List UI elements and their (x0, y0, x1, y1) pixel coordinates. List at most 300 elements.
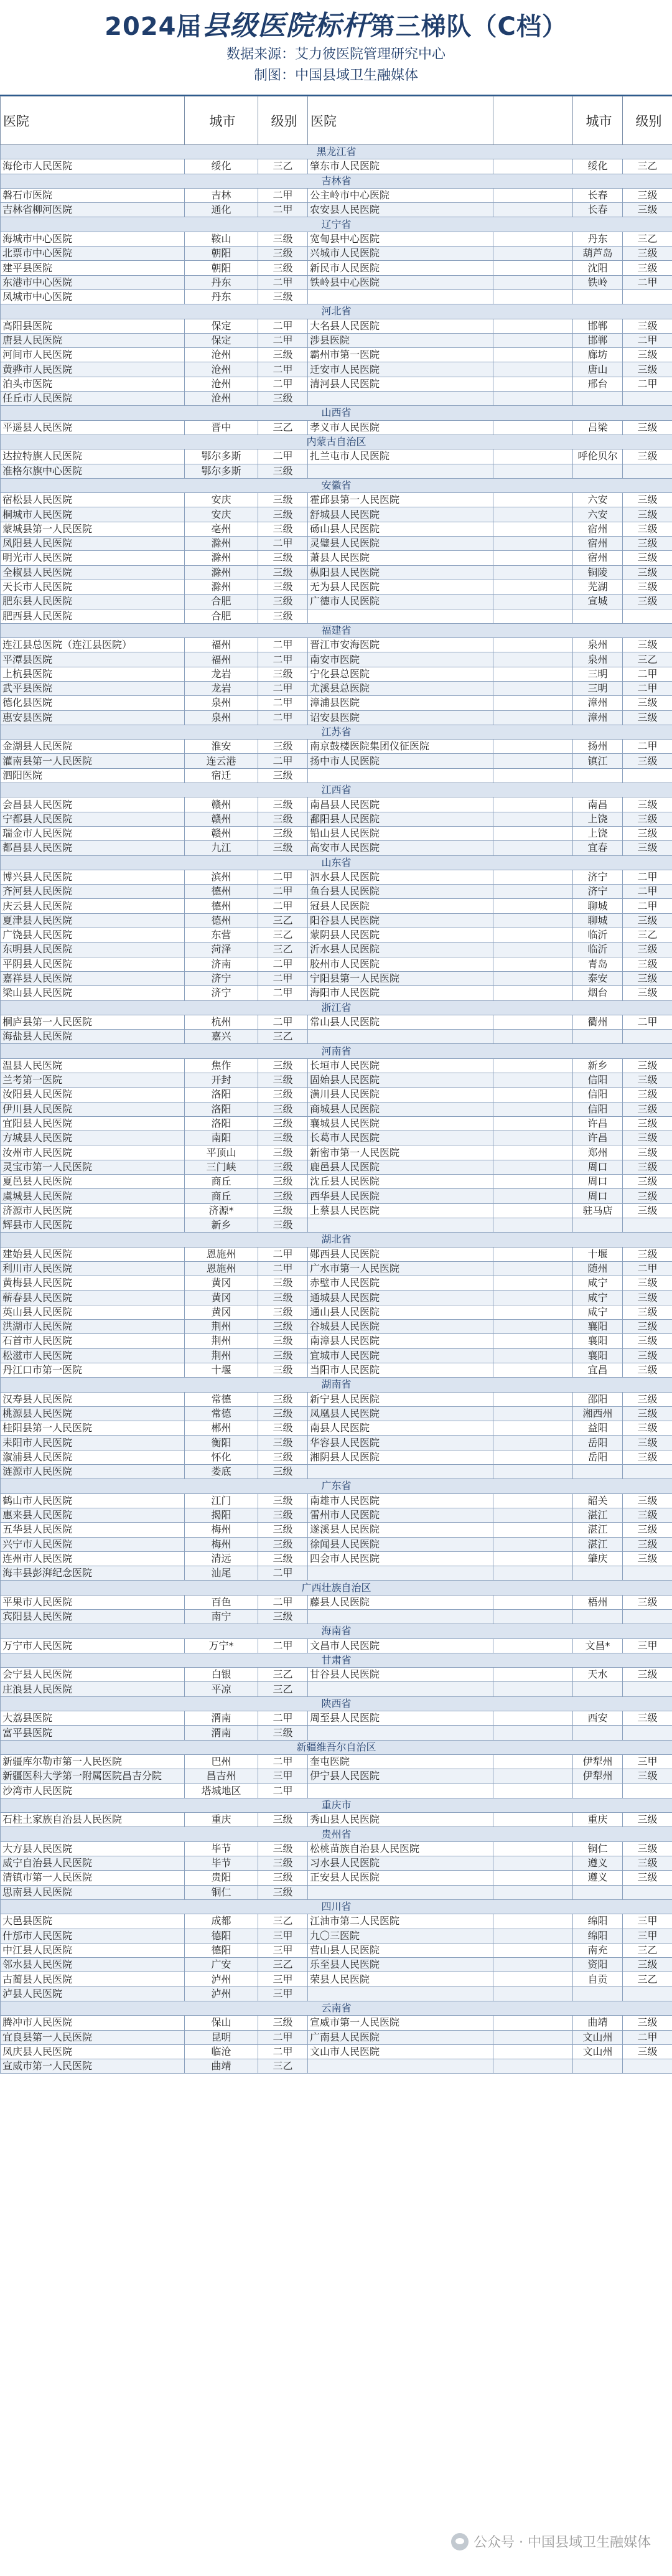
cell-hospital-right: 赤壁市人民医院 (308, 1276, 493, 1290)
cell-city-left: 吉林 (185, 188, 258, 202)
cell-hospital-right: 广水市第一人民医院 (308, 1261, 493, 1276)
cell-blank (493, 1131, 573, 1145)
cell-level-right: 三级 (623, 261, 672, 275)
cell-blank (493, 2016, 573, 2030)
cell-hospital-left: 惠来县人民医院 (1, 1508, 185, 1522)
cell-hospital-left: 桂阳县第一人民医院 (1, 1421, 185, 1436)
cell-level-right: 三级 (623, 1058, 672, 1073)
cell-city-left: 通化 (185, 203, 258, 217)
table-row (1, 1406, 672, 1421)
cell-blank (493, 1668, 573, 1682)
table-row (1, 1160, 672, 1174)
cell-level-left: 三级 (258, 247, 308, 261)
table-row (1, 1334, 672, 1348)
cell-level-left: 二甲 (258, 710, 308, 725)
cell-hospital-left: 夏邑县人民医院 (1, 1175, 185, 1189)
cell-level-left: 三级 (258, 1334, 308, 1348)
cell-hospital-right: 南雄市人民医院 (308, 1493, 493, 1508)
cell-blank (493, 1769, 573, 1784)
table-row (1, 522, 672, 536)
cell-city-right: 临沂 (573, 928, 623, 942)
cell-blank (493, 710, 573, 725)
cell-city-right: 郑州 (573, 1145, 623, 1160)
cell-level-right: 二甲 (623, 1261, 672, 1276)
cell-city-right: 临沂 (573, 942, 623, 957)
cell-hospital-left: 会昌县人民医院 (1, 797, 185, 812)
province-header-row (1, 1899, 672, 1914)
cell-city-right (573, 1465, 623, 1479)
cell-blank (493, 841, 573, 855)
cell-hospital-left: 海丰县彭湃纪念医院 (1, 1566, 185, 1581)
cell-hospital-right: 萧县人民医院 (308, 551, 493, 565)
table-header-row (1, 96, 672, 145)
cell-hospital-right: 铁岭县中心医院 (308, 275, 493, 289)
cell-city-right (573, 1682, 623, 1696)
table-row (1, 826, 672, 840)
cell-city-right: 湛江 (573, 1523, 623, 1537)
cell-blank (493, 1406, 573, 1421)
cell-hospital-right: 营山县人民医院 (308, 1943, 493, 1957)
cell-city-left: 商丘 (185, 1175, 258, 1189)
cell-city-left: 开封 (185, 1073, 258, 1088)
cell-city-right: 资阳 (573, 1958, 623, 1972)
cell-level-left: 二甲 (258, 885, 308, 899)
page-title (0, 9, 672, 44)
cell-hospital-left: 鹤山市人民医院 (1, 1493, 185, 1508)
cell-level-left: 二甲 (258, 333, 308, 347)
table-row (1, 1986, 672, 2001)
cell-blank (493, 667, 573, 681)
cell-level-right: 三级 (623, 1247, 672, 1261)
province-name: 黑龙江省 (1, 145, 672, 159)
cell-blank (493, 928, 573, 942)
cell-city-left: 杭州 (185, 1015, 258, 1029)
cell-blank (493, 1058, 573, 1073)
cell-hospital-left: 凤庆县人民医院 (1, 2044, 185, 2059)
cell-city-right: 伊犁州 (573, 1754, 623, 1769)
cell-level-left: 三级 (258, 1856, 308, 1871)
table-row (1, 971, 672, 985)
cell-city-right (573, 1885, 623, 1899)
cell-city-right (573, 1609, 623, 1624)
cell-level-left: 三级 (258, 1508, 308, 1522)
province-header-row (1, 2001, 672, 2016)
cell-city-right: 宿州 (573, 551, 623, 565)
title-highlight: 县级医院标杆 (202, 10, 370, 42)
cell-city-left: 揭阳 (185, 1508, 258, 1522)
cell-level-left: 三级 (258, 565, 308, 580)
province-header-row (1, 1653, 672, 1667)
cell-hospital-right: 秀山县人民医院 (308, 1813, 493, 1827)
cell-blank (493, 1566, 573, 1581)
cell-city-right: 周口 (573, 1160, 623, 1174)
cell-city-right: 镇江 (573, 754, 623, 768)
cell-hospital-left: 蕲春县人民医院 (1, 1290, 185, 1305)
cell-blank (493, 1493, 573, 1508)
cell-hospital-left: 宜良县第一人民医院 (1, 2030, 185, 2044)
cell-blank (493, 333, 573, 347)
cell-city-left: 衡阳 (185, 1436, 258, 1450)
cell-level-left: 二甲 (258, 754, 308, 768)
cell-city-left: 荆州 (185, 1334, 258, 1348)
cell-blank (493, 1943, 573, 1957)
cell-level-right (623, 289, 672, 304)
cell-level-left: 三级 (258, 1726, 308, 1740)
cell-hospital-left: 洪湖市人民医院 (1, 1320, 185, 1334)
cell-level-left: 二甲 (258, 2030, 308, 2044)
cell-city-right: 周口 (573, 1175, 623, 1189)
table-row (1, 768, 672, 783)
cell-city-left: 滁州 (185, 580, 258, 594)
cell-city-right: 岳阳 (573, 1450, 623, 1464)
cell-blank (493, 1160, 573, 1174)
cell-hospital-left: 全椒县人民医院 (1, 565, 185, 580)
cell-hospital-right: 孝义市人民医院 (308, 420, 493, 435)
page-header (0, 0, 672, 96)
table-row (1, 1929, 672, 1943)
table-row (1, 1175, 672, 1189)
table-row (1, 1015, 672, 1029)
cell-level-left: 三级 (258, 1392, 308, 1406)
province-name: 云南省 (1, 2001, 672, 2016)
cell-city-right: 宜昌 (573, 1363, 623, 1377)
cell-city-left: 济宁 (185, 986, 258, 1000)
cell-hospital-right: 铅山县人民医院 (308, 826, 493, 840)
cell-hospital-right: 习水县人民医院 (308, 1856, 493, 1871)
cell-level-right: 二甲 (623, 1015, 672, 1029)
cell-hospital-left: 嘉祥县人民医院 (1, 971, 185, 985)
table-row (1, 464, 672, 478)
cell-city-left: 平凉 (185, 1682, 258, 1696)
cell-level-left: 三级 (258, 1116, 308, 1131)
cell-hospital-right: 广德市人民医院 (308, 595, 493, 609)
cell-city-left: 赣州 (185, 826, 258, 840)
cell-city-left: 洛阳 (185, 1088, 258, 1102)
cell-level-right: 三级 (623, 1421, 672, 1436)
cell-hospital-right: 广南县人民医院 (308, 2030, 493, 2044)
table-row (1, 580, 672, 594)
cell-level-right (623, 392, 672, 406)
table-row (1, 1030, 672, 1044)
cell-level-right: 三级 (623, 1668, 672, 1682)
cell-level-right: 三级 (623, 797, 672, 812)
cell-hospital-right (308, 289, 493, 304)
cell-blank (493, 812, 573, 826)
cell-city-left: 巴州 (185, 1754, 258, 1769)
cell-city-left: 合肥 (185, 595, 258, 609)
cell-level-right (623, 1609, 672, 1624)
cell-city-right: 泰安 (573, 971, 623, 985)
table-row (1, 507, 672, 522)
cell-city-right: 南昌 (573, 797, 623, 812)
cell-city-right: 邢台 (573, 377, 623, 391)
cell-hospital-left: 丹江口市第一医院 (1, 1363, 185, 1377)
cell-hospital-left: 明光市人民医院 (1, 551, 185, 565)
table-row (1, 159, 672, 174)
cell-hospital-right: 遂溪县人民医院 (308, 1523, 493, 1537)
cell-city-left: 梅州 (185, 1523, 258, 1537)
cell-level-left: 三级 (258, 841, 308, 855)
cell-blank (493, 1929, 573, 1943)
cell-hospital-left: 汝阳县人民医院 (1, 1088, 185, 1102)
cell-city-left: 合肥 (185, 609, 258, 623)
cell-city-right: 六安 (573, 507, 623, 522)
cell-blank (493, 696, 573, 710)
cell-blank (493, 1856, 573, 1871)
cell-blank (493, 319, 573, 333)
cell-hospital-right (308, 609, 493, 623)
cell-level-left: 三级 (258, 1885, 308, 1899)
cell-level-left: 二甲 (258, 362, 308, 377)
cell-city-left: 赣州 (185, 812, 258, 826)
cell-hospital-left: 磐石市医院 (1, 188, 185, 202)
province-name: 湖南省 (1, 1378, 672, 1392)
cell-blank (493, 565, 573, 580)
cell-city-right: 沈阳 (573, 261, 623, 275)
cell-hospital-right (308, 1465, 493, 1479)
cell-city-right: 三明 (573, 681, 623, 695)
cell-hospital-right: 长葛市人民医院 (308, 1131, 493, 1145)
cell-blank (493, 1813, 573, 1827)
cell-blank (493, 2044, 573, 2059)
cell-level-right: 三级 (623, 420, 672, 435)
cell-city-right: 十堰 (573, 1247, 623, 1261)
province-name: 安徽省 (1, 478, 672, 492)
cell-city-right: 绥化 (573, 159, 623, 174)
cell-blank (493, 1116, 573, 1131)
cell-level-left: 二甲 (258, 899, 308, 913)
table-row (1, 797, 672, 812)
table-row (1, 942, 672, 957)
cell-city-right: 许昌 (573, 1131, 623, 1145)
cell-hospital-left: 汝州市人民医院 (1, 1145, 185, 1160)
cell-level-right: 二甲 (623, 899, 672, 913)
cell-city-left: 九江 (185, 841, 258, 855)
cell-blank (493, 2030, 573, 2044)
cell-level-right (623, 1885, 672, 1899)
cell-blank (493, 1218, 573, 1232)
cell-level-right: 三级 (623, 1537, 672, 1551)
cell-level-right: 三级 (623, 942, 672, 957)
cell-blank (493, 1145, 573, 1160)
table-row (1, 1276, 672, 1290)
cell-hospital-right: 江油市第二人民医院 (308, 1914, 493, 1929)
cell-city-left: 荆州 (185, 1320, 258, 1334)
cell-hospital-right: 奎屯医院 (308, 1754, 493, 1769)
cell-city-right: 信阳 (573, 1073, 623, 1088)
col-header-city-right: 城市 (573, 96, 623, 145)
cell-city-left: 福州 (185, 638, 258, 652)
cell-city-left: 滁州 (185, 537, 258, 551)
table-row (1, 899, 672, 913)
cell-level-right: 三级 (623, 1276, 672, 1290)
cell-hospital-right (308, 1885, 493, 1899)
cell-level-right: 三级 (623, 841, 672, 855)
cell-hospital-right: 宁化县总医院 (308, 667, 493, 681)
cell-hospital-right (308, 1609, 493, 1624)
cell-blank (493, 261, 573, 275)
province-name: 山东省 (1, 855, 672, 870)
cell-hospital-left: 兴宁市人民医院 (1, 1537, 185, 1551)
cell-level-right: 三级 (623, 1392, 672, 1406)
cell-level-right: 三乙 (623, 928, 672, 942)
cell-city-left: 菏泽 (185, 942, 258, 957)
cell-city-left: 泸州 (185, 1986, 258, 2001)
cell-city-right: 上饶 (573, 812, 623, 826)
cell-city-left: 沧州 (185, 362, 258, 377)
cell-level-left: 三级 (258, 1841, 308, 1856)
cell-city-right: 遵义 (573, 1871, 623, 1885)
cell-hospital-right: 高安市人民医院 (308, 841, 493, 855)
province-name: 江苏省 (1, 725, 672, 739)
cell-blank (493, 870, 573, 884)
cell-hospital-left: 齐河县人民医院 (1, 885, 185, 899)
cell-hospital-right: 枞阳县人民医院 (308, 565, 493, 580)
col-header-hospital-right: 医院 (308, 96, 493, 145)
cell-level-left: 二甲 (258, 957, 308, 971)
cell-city-right (573, 464, 623, 478)
cell-level-right: 三级 (623, 1523, 672, 1537)
table-row (1, 1058, 672, 1073)
table-row (1, 289, 672, 304)
cell-hospital-right: 郧西县人民医院 (308, 1247, 493, 1261)
cell-hospital-right (308, 1682, 493, 1696)
cell-level-left: 三级 (258, 595, 308, 609)
cell-level-right: 三级 (623, 1131, 672, 1145)
cell-blank (493, 1189, 573, 1203)
table-row (1, 392, 672, 406)
table-row (1, 203, 672, 217)
cell-level-left: 三级 (258, 1305, 308, 1319)
province-header-row (1, 435, 672, 449)
cell-hospital-right: 砀山县人民医院 (308, 522, 493, 536)
cell-level-right: 三级 (623, 507, 672, 522)
table-row (1, 1551, 672, 1566)
cell-city-right: 自贡 (573, 1972, 623, 1986)
cell-level-right: 三级 (623, 913, 672, 928)
table-row (1, 1682, 672, 1696)
cell-level-right (623, 1682, 672, 1696)
cell-city-right: 襄阳 (573, 1348, 623, 1363)
cell-level-right: 三乙 (623, 652, 672, 667)
cell-level-right: 三级 (623, 957, 672, 971)
province-header-row (1, 1798, 672, 1812)
table-row (1, 667, 672, 681)
cell-hospital-left: 连州市人民医院 (1, 1551, 185, 1566)
cell-blank (493, 551, 573, 565)
cell-level-left: 二甲 (258, 971, 308, 985)
table-row (1, 681, 672, 695)
province-header-row (1, 1044, 672, 1058)
cell-level-left: 三乙 (258, 159, 308, 174)
cell-blank (493, 899, 573, 913)
province-name: 江西省 (1, 783, 672, 797)
cell-hospital-left: 宣威市第一人民医院 (1, 2059, 185, 2074)
cell-hospital-left: 宿松县人民医院 (1, 493, 185, 507)
cell-level-right: 三级 (623, 1871, 672, 1885)
province-header-row (1, 145, 672, 159)
table-row (1, 1508, 672, 1522)
cell-hospital-right: 湘阴县人民医院 (308, 1450, 493, 1464)
cell-blank (493, 1986, 573, 2001)
cell-city-left: 济南 (185, 957, 258, 971)
cell-level-right: 三甲 (623, 1929, 672, 1943)
cell-level-right: 三甲 (623, 1754, 672, 1769)
table-row (1, 362, 672, 377)
cell-blank (493, 493, 573, 507)
cell-hospital-left: 松滋市人民医院 (1, 1348, 185, 1363)
cell-level-left: 二甲 (258, 652, 308, 667)
cell-city-left: 黄冈 (185, 1305, 258, 1319)
cell-hospital-left: 新疆医科大学第一附属医院昌吉分院 (1, 1769, 185, 1784)
province-header-row (1, 304, 672, 319)
cell-hospital-right: 涉县医院 (308, 333, 493, 347)
table-row (1, 449, 672, 464)
cell-hospital-right: 四会市人民医院 (308, 1551, 493, 1566)
cell-level-right: 三级 (623, 1436, 672, 1450)
table-row (1, 1813, 672, 1827)
province-header-row (1, 406, 672, 420)
cell-city-right: 青岛 (573, 957, 623, 971)
cell-hospital-left: 瑞金市人民医院 (1, 826, 185, 840)
table-row (1, 740, 672, 754)
cell-hospital-right: 阳谷县人民医院 (308, 913, 493, 928)
cell-blank (493, 275, 573, 289)
cell-hospital-right: 谷城县人民医院 (308, 1320, 493, 1334)
cell-hospital-right (308, 1218, 493, 1232)
cell-city-right: 漳州 (573, 710, 623, 725)
cell-level-left: 三乙 (258, 420, 308, 435)
cell-hospital-right: 西华县人民医院 (308, 1189, 493, 1203)
cell-city-right: 襄阳 (573, 1334, 623, 1348)
cell-blank (493, 1276, 573, 1290)
province-name: 河南省 (1, 1044, 672, 1058)
cell-city-left: 清远 (185, 1551, 258, 1566)
cell-level-left: 三级 (258, 609, 308, 623)
cell-city-left: 汕尾 (185, 1566, 258, 1581)
cell-city-right: 丹东 (573, 232, 623, 246)
cell-city-right: 南充 (573, 1943, 623, 1957)
cell-city-left: 龙岩 (185, 667, 258, 681)
cell-city-left: 鞍山 (185, 232, 258, 246)
cell-hospital-right: 宜城市人民医院 (308, 1348, 493, 1363)
table-row (1, 1290, 672, 1305)
hospital-table (0, 96, 672, 2074)
cell-city-right: 周口 (573, 1189, 623, 1203)
cell-level-left: 二甲 (258, 696, 308, 710)
cell-blank (493, 595, 573, 609)
table-row (1, 638, 672, 652)
cell-hospital-left: 利川市人民医院 (1, 1261, 185, 1276)
cell-level-left: 三级 (258, 812, 308, 826)
table-row (1, 2016, 672, 2030)
cell-level-right: 三乙 (623, 1972, 672, 1986)
cell-level-right: 三级 (623, 1508, 672, 1522)
cell-hospital-left: 涟源市人民医院 (1, 1465, 185, 1479)
table-row (1, 333, 672, 347)
cell-level-left: 三级 (258, 2016, 308, 2030)
cell-city-left: 常德 (185, 1392, 258, 1406)
cell-city-left: 怀化 (185, 1450, 258, 1464)
cell-level-left: 二甲 (258, 1784, 308, 1798)
cell-level-right: 三乙 (623, 159, 672, 174)
cell-blank (493, 1711, 573, 1726)
cell-city-left: 泸州 (185, 1972, 258, 1986)
cell-city-left: 绥化 (185, 159, 258, 174)
cell-hospital-right (308, 1566, 493, 1581)
cell-blank (493, 1450, 573, 1464)
cell-blank (493, 1465, 573, 1479)
